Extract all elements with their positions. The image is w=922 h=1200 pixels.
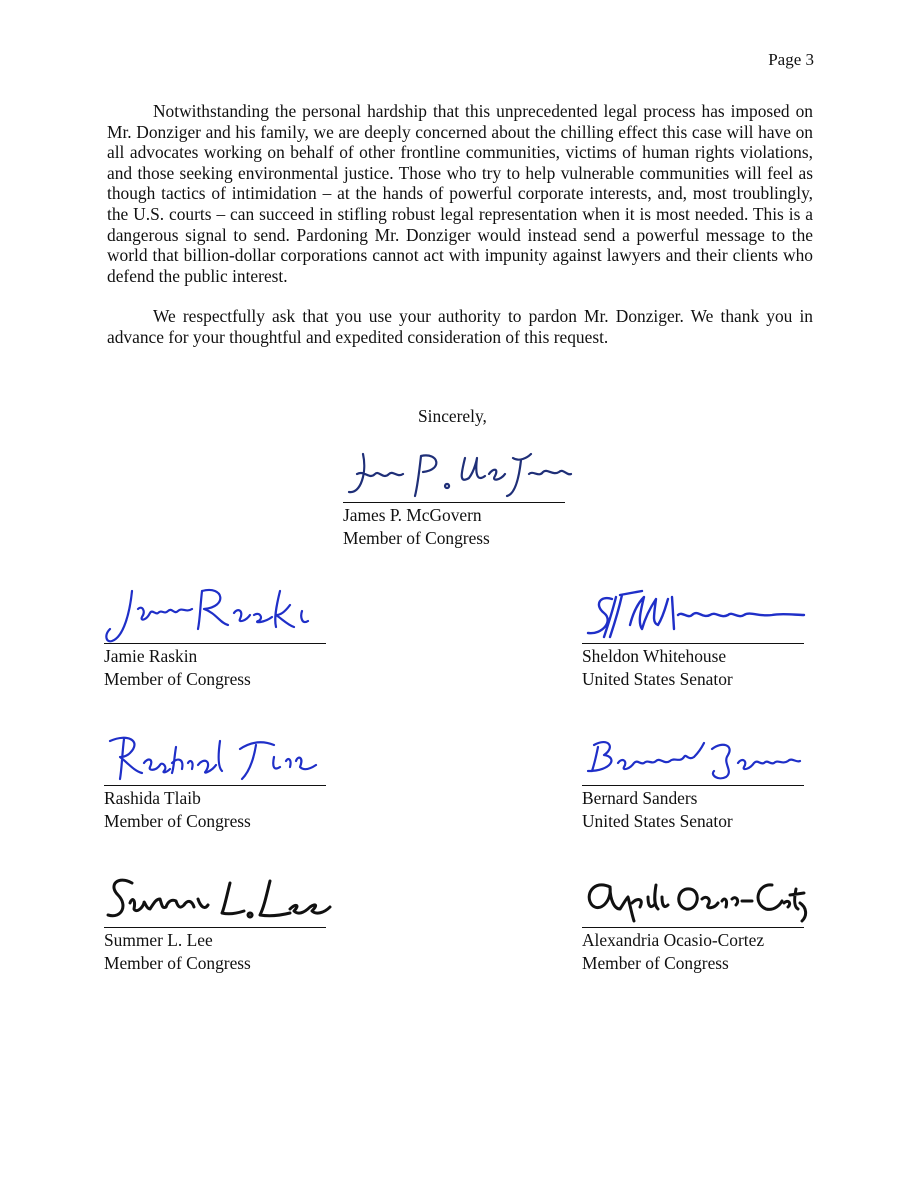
- signature-line: [104, 927, 326, 928]
- signature-line: [104, 785, 326, 786]
- signature-ocasio-cortez: [582, 869, 812, 927]
- signatory-name: Rashida Tlaib: [104, 788, 201, 808]
- letter-body: [107, 101, 813, 348]
- signature-whitehouse: [582, 585, 812, 643]
- signature-lee: [104, 869, 334, 927]
- signature-mcgovern: [343, 444, 573, 502]
- signatory-title: Member of Congress: [104, 952, 251, 973]
- signature-line: [582, 643, 804, 644]
- signature-sanders: [582, 727, 812, 785]
- body-paragraph: We respectfully ask that you use your authority to pardon Mr. Donziger. We thank you in advance for your thoughtful and expedited consideration of this request.: [107, 306, 813, 347]
- signatory-name: Alexandria Ocasio-Cortez: [582, 930, 765, 950]
- signatory-name: James P. McGovern: [343, 505, 482, 525]
- signature-block-tlaib: [104, 727, 334, 832]
- signature-block-ocasio-cortez: [582, 869, 812, 974]
- signatory-title: Member of Congress: [104, 668, 251, 689]
- signature-tlaib: [104, 727, 334, 785]
- signatory-title: Member of Congress: [104, 810, 251, 831]
- signature-block-raskin: [104, 585, 334, 690]
- signatory-name: Sheldon Whitehouse: [582, 646, 727, 666]
- signature-block-sanders: [582, 727, 812, 832]
- signatory-title: United States Senator: [582, 810, 733, 831]
- signature-block-lee: [104, 869, 334, 974]
- signature-block-mcgovern: [343, 444, 573, 549]
- page-number: Page 3: [768, 50, 814, 69]
- signature-line: [343, 502, 565, 503]
- signatory-title: Member of Congress: [582, 952, 729, 973]
- signature-raskin: [104, 585, 334, 643]
- signature-line: [104, 643, 326, 644]
- signature-block-whitehouse: [582, 585, 812, 690]
- signatory-name: Summer L. Lee: [104, 930, 213, 950]
- signatory-name: Bernard Sanders: [582, 788, 698, 808]
- signatory-title: United States Senator: [582, 668, 733, 689]
- signatory-name: Jamie Raskin: [104, 646, 198, 666]
- signatory-title: Member of Congress: [343, 527, 490, 548]
- closing-salutation: Sincerely,: [418, 406, 487, 426]
- body-paragraph: Notwithstanding the personal hardship that this unprecedented legal process has imposed on Mr. Donziger and his family, we are deeply concerned about the chilling effect this case will have on all advocates working on behalf of other frontline communities, victims of human rights violations, and those seeking environmental justice. Those who try to help vulnerable communities will feel as though tactics of intimidation – at the hands of powerful corporate interests, and, most troublingly, the U.S. courts – can succeed in stifling robust legal representation when it is most needed. This is a dangerous signal to send. Pardoning Mr. Donziger would instead send a powerful message to the world that billion-dollar corporations cannot act with impunity against lawyers and their clients who defend the public interest.: [107, 101, 813, 286]
- signature-line: [582, 785, 804, 786]
- signature-line: [582, 927, 804, 928]
